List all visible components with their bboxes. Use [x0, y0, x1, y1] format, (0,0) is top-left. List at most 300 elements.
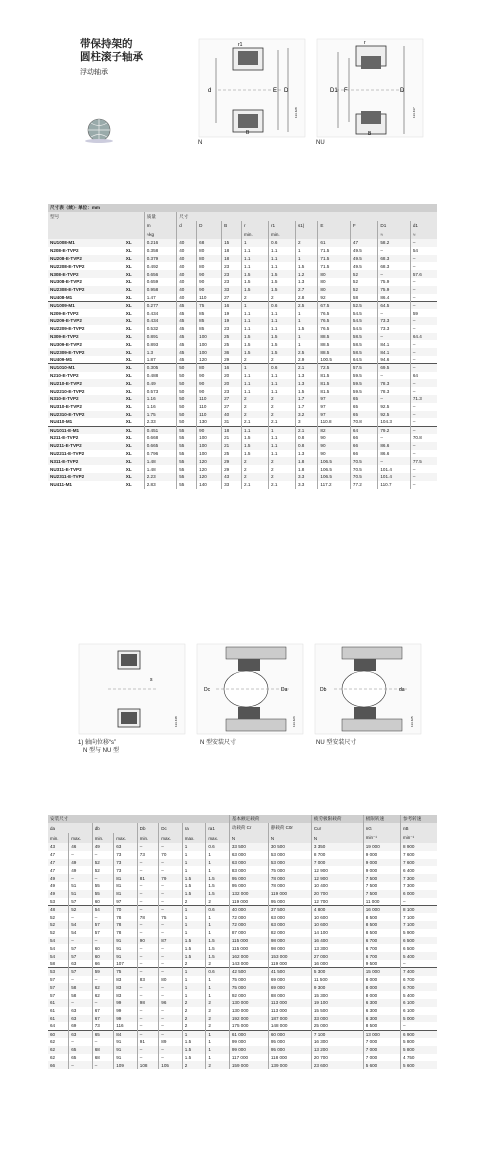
- table-cell: 1.47: [144, 294, 177, 302]
- table-cell: 0.277: [144, 301, 177, 309]
- table-cell: 37 500: [268, 905, 311, 913]
- table-cell: 7 100: [400, 921, 437, 929]
- table-cell: 90: [197, 372, 222, 380]
- table-cell: 58: [350, 294, 377, 302]
- table-cell: 69.5: [378, 364, 411, 372]
- table-cell: 4 800: [311, 905, 363, 913]
- col-mass: 质量: [144, 212, 177, 221]
- table-cell: 162 000: [229, 952, 268, 960]
- table-cell: 59: [410, 309, 437, 317]
- table-cell: –: [159, 843, 183, 851]
- table-cell: 106.5: [318, 473, 351, 481]
- table-cell: 1.1: [269, 247, 296, 255]
- table-cell: 70: [114, 905, 138, 913]
- table-cell: 92.5: [378, 403, 411, 411]
- table-cell: 95 000: [229, 882, 268, 890]
- table-cell: 23: [222, 387, 242, 395]
- table-cell: –: [137, 944, 159, 952]
- nu-bearing-diagram: [316, 38, 424, 138]
- table-cell: 1.5: [182, 890, 206, 898]
- table-cell: 1.5: [182, 1054, 206, 1062]
- table-cell: 88.5: [318, 340, 351, 348]
- table-cell: 5 900: [400, 929, 437, 937]
- table-cell: 109: [114, 1061, 138, 1069]
- table-cell: 68.3: [378, 262, 411, 270]
- table-row: [48, 866, 437, 874]
- table-cell: XL: [124, 286, 144, 294]
- table-cell: 63 000: [229, 859, 268, 867]
- table-cell: 27: [222, 395, 242, 403]
- table-cell: 61: [48, 999, 69, 1007]
- table-cell: 68: [92, 1054, 114, 1062]
- table-cell: 2: [269, 395, 296, 403]
- table-cell: 108: [137, 1061, 159, 1069]
- table-cell: 6 300: [363, 1007, 400, 1015]
- table-cell: 69 000: [268, 976, 311, 984]
- table-cell: min.: [92, 833, 114, 843]
- table-cell: 62: [92, 983, 114, 991]
- table-cell: 21: [222, 442, 242, 450]
- table-cell: 29: [222, 457, 242, 465]
- table-cell: 58.5: [350, 340, 377, 348]
- table-row: [48, 905, 437, 913]
- table-cell: 16 400: [311, 937, 363, 945]
- table-cell: 70.5: [350, 457, 377, 465]
- table-cell: 1: [242, 239, 269, 247]
- table-cell: ≈: [410, 230, 437, 239]
- table-cell: XL: [125, 248, 132, 254]
- table-cell: 63: [69, 1007, 93, 1015]
- table-cell: 16: [222, 301, 242, 309]
- table-cell: 63: [69, 1030, 93, 1038]
- table-cell: 95 000: [229, 874, 268, 882]
- svg-text:Db: Db: [320, 687, 327, 693]
- table-cell: –: [410, 403, 437, 411]
- table-cell: 1.16: [144, 395, 177, 403]
- table-cell: 52: [92, 859, 114, 867]
- table-cell: 71.5: [318, 262, 351, 270]
- table-cell: 1.5: [295, 325, 317, 333]
- table-cell: [124, 230, 144, 239]
- table-cell: 72 000: [229, 921, 268, 929]
- table-cell: 81: [114, 882, 138, 890]
- table-cell: 81.5: [318, 372, 351, 380]
- table-cell: 52.5: [350, 301, 377, 309]
- table-cell: 54.5: [350, 309, 377, 317]
- table-cell: 90: [197, 286, 222, 294]
- table-row: [48, 379, 437, 387]
- table-cell: 58: [50, 961, 56, 967]
- table-cell: –: [92, 1061, 114, 1069]
- table-cell: 2: [206, 1061, 230, 1069]
- table-cell: –: [410, 262, 437, 270]
- table-cell: 52: [350, 278, 377, 286]
- table-cell: 175 000: [229, 1022, 268, 1030]
- table-cell: 63: [69, 960, 93, 968]
- table-cell: db: [92, 823, 137, 833]
- table-cell: 2: [182, 999, 206, 1007]
- table-cell: –: [378, 457, 411, 465]
- table-cell: 0.451: [144, 426, 177, 434]
- table-cell: 15 500: [311, 1007, 363, 1015]
- table-cell: 71.5: [318, 247, 351, 255]
- table-cell: 50: [177, 418, 197, 426]
- table-row: [48, 340, 437, 348]
- table-cell: 58.2: [378, 239, 411, 247]
- table-cell: 2: [206, 1015, 230, 1023]
- table-row: [48, 450, 437, 458]
- table-cell: 0.891: [144, 333, 177, 341]
- table-cell: 6 100: [400, 1007, 437, 1015]
- table-cell: 10 400: [311, 882, 363, 890]
- table-cell: 72.5: [318, 364, 351, 372]
- table-cell: 3.2: [295, 411, 317, 419]
- svg-text:D: D: [284, 88, 289, 94]
- table-cell: NU211-E-TVP2: [48, 442, 124, 450]
- table-cell: 76.5: [318, 325, 351, 333]
- table-cell: NU208-E-TVP2: [48, 255, 124, 263]
- svg-text:Dc: Dc: [204, 687, 211, 693]
- table-cell: [197, 230, 222, 239]
- table-cell: 0.492: [144, 262, 177, 270]
- table-cell: 15 300: [311, 991, 363, 999]
- table-cell: D1: [378, 221, 411, 230]
- table-cell: –: [159, 952, 183, 960]
- table-cell: 0.573: [144, 387, 177, 395]
- table-cell: 89: [159, 1038, 183, 1046]
- table-cell: –: [378, 372, 411, 380]
- table-cell: 40 000: [229, 905, 268, 913]
- n-install-diagram: [196, 643, 304, 735]
- table-cell: 1.8: [295, 457, 317, 465]
- table-cell: 98 000: [268, 937, 311, 945]
- table-cell: 59.5: [350, 379, 377, 387]
- table-cell: 99 000: [229, 1038, 268, 1046]
- table-cell: 9 000: [363, 859, 400, 867]
- table-cell: –: [159, 944, 183, 952]
- table-cell: 1.5: [269, 278, 296, 286]
- table-cell: 2: [269, 403, 296, 411]
- table-cell: –: [137, 905, 159, 913]
- table-cell: 2.1: [269, 418, 296, 426]
- table-cell: 1.5: [269, 333, 296, 341]
- table-cell: 90: [318, 450, 351, 458]
- table-cell: XL: [125, 466, 132, 472]
- table-cell: 1.1: [269, 387, 296, 395]
- table-cell: 3.3: [295, 481, 317, 489]
- table-cell: 47: [350, 239, 377, 247]
- table-cell: 79.2: [378, 426, 411, 434]
- table-cell: 40: [177, 255, 197, 263]
- table-cell: 64.5: [378, 301, 411, 309]
- table-cell: 95 000: [268, 1038, 311, 1046]
- table-cell: –: [400, 960, 437, 968]
- table-cell: 16: [222, 364, 242, 372]
- table-cell: 58: [69, 983, 93, 991]
- table-cell: XL: [124, 333, 144, 341]
- table-cell: –: [159, 1015, 183, 1023]
- table-cell: 52: [50, 914, 56, 920]
- table-cell: 100: [197, 442, 222, 450]
- n-bearing-diagram: [198, 38, 306, 138]
- table-cell: 8 100: [400, 905, 437, 913]
- table-cell: 1.1: [269, 325, 296, 333]
- table-cell: N: [268, 833, 311, 843]
- table-cell: 82 000: [268, 929, 311, 937]
- table-cell: 6 900: [400, 1030, 437, 1038]
- table-cell: NU2208-E-TVP2: [50, 263, 85, 269]
- table-cell: max.: [114, 833, 138, 843]
- table-cell: 2: [242, 411, 269, 419]
- table-cell: –: [159, 890, 183, 898]
- table-cell: 54: [48, 937, 69, 945]
- table-cell: 68: [92, 1046, 114, 1054]
- table-cell: 50: [177, 403, 197, 411]
- table-cell: 115 000: [229, 937, 268, 945]
- table-cell: 52: [48, 921, 69, 929]
- table-cell: XL: [125, 372, 132, 378]
- table-cell: 1.5: [242, 340, 269, 348]
- table-cell: 16 300: [311, 1038, 363, 1046]
- table-cell: XL: [125, 435, 132, 441]
- table-cell: 60: [92, 952, 114, 960]
- table-cell: 1: [295, 340, 317, 348]
- table-cell: 57: [69, 898, 93, 906]
- n-code: 113 428: [294, 107, 298, 118]
- table-cell: 51: [69, 882, 93, 890]
- table-cell: 19: [222, 309, 242, 317]
- table-cell: 0.488: [144, 372, 177, 380]
- table-cell: 7 500: [363, 890, 400, 898]
- table-cell: –: [410, 286, 437, 294]
- table-cell: –: [137, 983, 159, 991]
- table-cell: –: [378, 395, 411, 403]
- table-cell: 1.5: [242, 442, 269, 450]
- table-cell: 55: [177, 473, 197, 481]
- table-row: [48, 983, 437, 991]
- table-cell: 36: [222, 348, 242, 356]
- table-cell: 19 000: [363, 843, 400, 851]
- svg-text:113 425: 113 425: [410, 716, 414, 727]
- title-line-2: 圆柱滚子轴承: [80, 51, 143, 63]
- table-cell: 1: [182, 913, 206, 921]
- table-row: [48, 301, 437, 309]
- table-cell: 73: [114, 866, 138, 874]
- table-cell: 20: [222, 372, 242, 380]
- table-cell: 40: [177, 262, 197, 270]
- table-cell: XL: [124, 301, 144, 309]
- table-cell: 1.5: [269, 348, 296, 356]
- table-cell: 101.4: [378, 473, 411, 481]
- table-cell: 0.6: [206, 843, 230, 851]
- table-cell: 57.6: [410, 270, 437, 278]
- table-cell: 2: [269, 294, 296, 302]
- table-cell: –: [410, 418, 437, 426]
- table-cell: 1: [206, 1046, 230, 1054]
- table-cell: 7 400: [400, 968, 437, 976]
- table-cell: –: [137, 960, 159, 968]
- table-cell: NU308-E-TVP2: [50, 279, 82, 285]
- table-cell: 0.659: [144, 278, 177, 286]
- table-cell: 2.9: [295, 356, 317, 364]
- table-cell: 91: [114, 937, 138, 945]
- table-cell: 9 000: [363, 851, 400, 859]
- svg-text:E: E: [273, 88, 278, 94]
- table-cell: 66: [350, 450, 377, 458]
- table-cell: 2: [182, 1061, 206, 1069]
- table-cell: 63 000: [268, 913, 311, 921]
- table-cell: –: [378, 309, 411, 317]
- table-cell: 64.5: [350, 356, 377, 364]
- table-cell: 47: [48, 859, 69, 867]
- table-cell: 2: [269, 411, 296, 419]
- table-cell: min.: [48, 833, 69, 843]
- table-cell: 55: [177, 434, 197, 442]
- table-cell: 20 700: [311, 890, 363, 898]
- table-cell: 47: [50, 867, 56, 873]
- table-cell: 91: [114, 952, 138, 960]
- table-cell: 49: [50, 883, 56, 889]
- table-cell: 61 000: [229, 1030, 268, 1038]
- table-row: [48, 944, 437, 952]
- table-row: [48, 1054, 437, 1062]
- table-cell: 57: [69, 952, 93, 960]
- table-cell: 92.5: [378, 411, 411, 419]
- table-row: [48, 921, 437, 929]
- table-cell: –: [69, 1061, 93, 1069]
- table-cell: XL: [124, 317, 144, 325]
- n-label: N: [198, 140, 203, 146]
- table-cell: –: [378, 333, 411, 341]
- table-cell: –: [410, 255, 437, 263]
- table-cell: 10 600: [311, 921, 363, 929]
- table-row: [48, 1007, 437, 1015]
- table-cell: –: [137, 1007, 159, 1015]
- table-cell: –: [69, 999, 93, 1007]
- table-cell: 11 500: [311, 976, 363, 984]
- table-cell: 静载荷 C0r: [268, 823, 311, 833]
- table-cell: 192 000: [229, 1015, 268, 1023]
- axial-displacement-diagram: [78, 643, 186, 735]
- table-cell: 55: [92, 890, 114, 898]
- table-cell: 2: [269, 473, 296, 481]
- table-row: [48, 434, 437, 442]
- table-cell: 33 000: [311, 1015, 363, 1023]
- table-cell: 67: [92, 1015, 114, 1023]
- table-cell: Dc: [159, 823, 183, 833]
- table-cell: 极限转速: [363, 815, 400, 823]
- table-cell: 49: [48, 874, 69, 882]
- table-cell: 2: [206, 999, 230, 1007]
- table-row: [48, 968, 437, 976]
- table-cell: 50: [177, 379, 197, 387]
- table-cell: 187 000: [268, 1015, 311, 1023]
- table-cell: 1.5: [269, 270, 296, 278]
- table-row: [48, 457, 437, 465]
- table-cell: 7 600: [400, 851, 437, 859]
- table-cell: 91: [114, 1046, 138, 1054]
- table-row: [48, 317, 437, 325]
- table-cell: 0.532: [144, 325, 177, 333]
- table-cell: XL: [124, 457, 144, 465]
- table-cell: 85: [197, 325, 222, 333]
- table-cell: 99 000: [229, 1046, 268, 1054]
- table-cell: 78.3: [378, 379, 411, 387]
- table-cell: 92 000: [229, 991, 268, 999]
- table-cell: NU2210-E-TVP2: [50, 388, 85, 394]
- table-cell: 55: [177, 481, 197, 489]
- table-cell: 43: [222, 473, 242, 481]
- table-cell: 1.1: [242, 325, 269, 333]
- table-cell: 83: [114, 983, 138, 991]
- table-cell: 65: [350, 395, 377, 403]
- table-cell: 68: [197, 239, 222, 247]
- table-cell: 1: [206, 1030, 230, 1038]
- table-cell: 84.1: [378, 348, 411, 356]
- table-cell: 18: [222, 255, 242, 263]
- table-cell: 80: [197, 255, 222, 263]
- table-cell: 1: [206, 913, 230, 921]
- table-cell: –: [159, 1030, 183, 1038]
- table-cell: 90: [197, 379, 222, 387]
- table-cell: 1.5: [242, 333, 269, 341]
- table-cell: –: [159, 921, 183, 929]
- table-cell: 2: [206, 1022, 230, 1030]
- table-cell: 0.665: [144, 442, 177, 450]
- table-cell: XL: [125, 341, 132, 347]
- table-cell: 90: [137, 937, 159, 945]
- table-cell: XL: [124, 473, 144, 481]
- table-cell: D: [197, 221, 222, 230]
- table-cell: –: [159, 1054, 183, 1062]
- table-cell: 1.1: [242, 262, 269, 270]
- table-cell: –: [400, 898, 437, 906]
- table-cell: nB: [400, 823, 437, 833]
- caption-axial: 1) 轴向位移“s” N 型与 NU 型: [78, 740, 120, 754]
- caption-nu-install: NU 型安装尺寸: [316, 740, 357, 746]
- table-row: [48, 387, 437, 395]
- table-cell: 75 000: [229, 983, 268, 991]
- table-cell: 7 000: [363, 1046, 400, 1054]
- table-row: [48, 481, 437, 489]
- table-cell: 18: [222, 426, 242, 434]
- table-cell: 23: [222, 270, 242, 278]
- table-cell: 52: [50, 930, 56, 936]
- table-cell: –: [137, 1015, 159, 1023]
- table-row: [48, 442, 437, 450]
- table-cell: 87 000: [229, 929, 268, 937]
- table-cell: 66: [350, 442, 377, 450]
- table-cell: 54.5: [350, 317, 377, 325]
- table-cell: XL: [125, 326, 132, 332]
- table-cell: 1.5: [295, 262, 317, 270]
- table-cell: 98 000: [268, 944, 311, 952]
- table-cell: XL: [125, 310, 132, 316]
- table-cell: –: [159, 898, 183, 906]
- table-cell: 1.87: [144, 356, 177, 364]
- table-cell: 52: [92, 866, 114, 874]
- table-cell: 33: [222, 286, 242, 294]
- table-cell: 1: [182, 851, 206, 859]
- table-cell: 57: [92, 921, 114, 929]
- nu-label: NU: [316, 140, 325, 146]
- table-row: [48, 286, 437, 294]
- table-cell: 6 700: [400, 983, 437, 991]
- svg-text:B: B: [368, 131, 372, 137]
- table-row: [48, 1038, 437, 1046]
- table-cell: 52: [69, 905, 93, 913]
- table-cell: 1.5: [182, 944, 206, 952]
